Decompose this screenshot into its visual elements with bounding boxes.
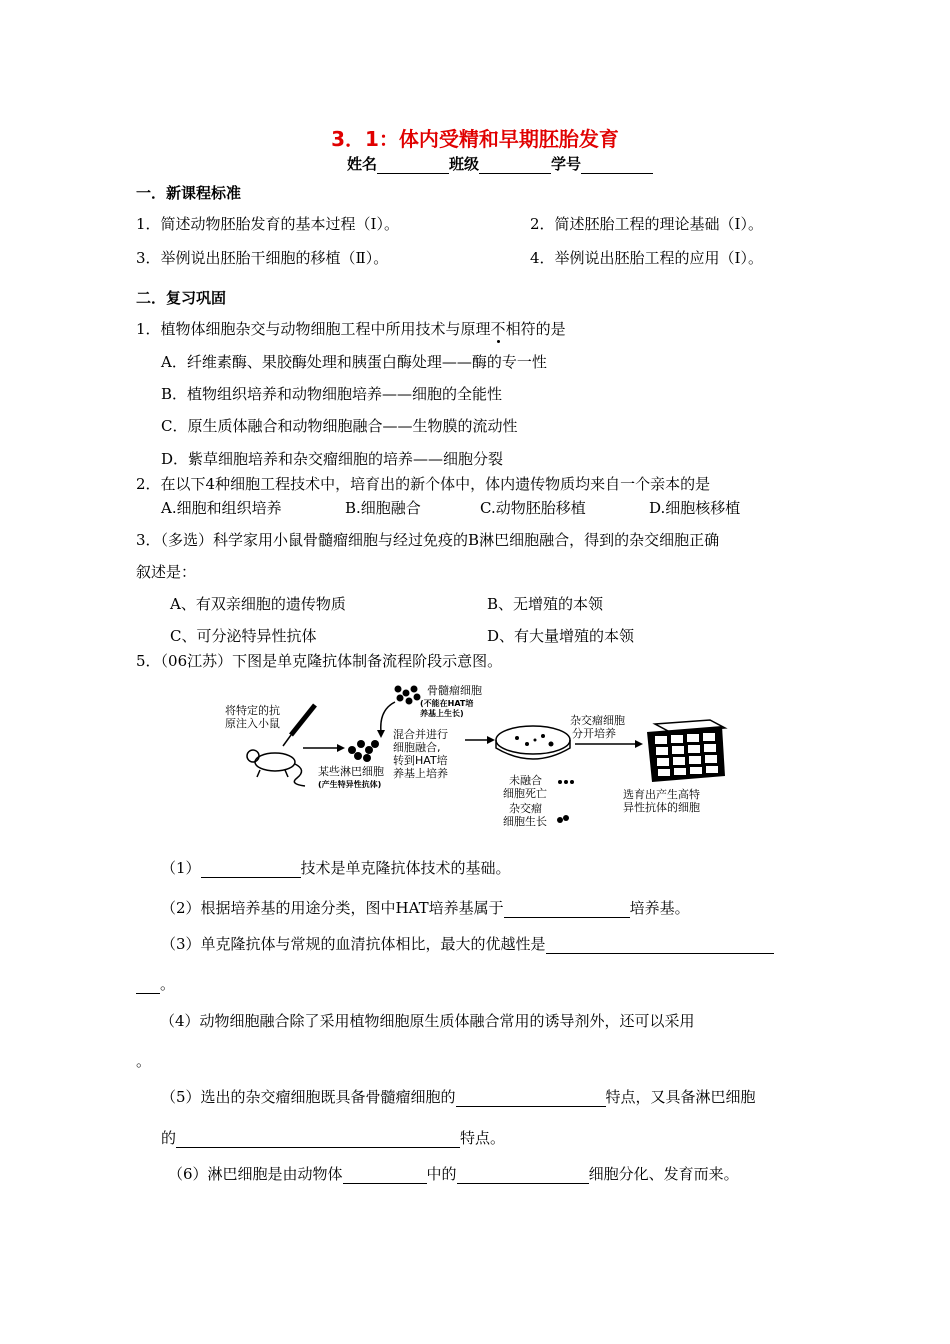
part-text: 培养基。 — [629, 899, 690, 917]
monoclonal-antibody-diagram — [215, 680, 730, 830]
fuse-label-2: 细胞融合, — [393, 741, 441, 754]
q5-part-6 — [168, 1164, 739, 1184]
syringe-icon — [283, 705, 315, 746]
emphasis-char: 不 — [490, 320, 506, 338]
unfused-label-2: 细胞死亡 — [503, 787, 547, 800]
class-blank[interactable] — [479, 157, 551, 174]
fuse-label-3: 转到HAT培 — [393, 754, 448, 767]
q3-option-d[interactable]: D、有大量增殖的本领 — [487, 627, 635, 645]
q5-part-2 — [161, 898, 690, 918]
question-3-stem: 3．（多选）科学家用小鼠骨髓瘤细胞与经过免疫的B淋巴细胞融合，得到的杂交细胞正确 — [136, 531, 720, 549]
answer-blank[interactable] — [201, 861, 301, 878]
answer-blank[interactable] — [343, 1167, 427, 1184]
arrow-head — [377, 730, 385, 738]
part-text: 技术是单克隆抗体技术的基础。 — [300, 859, 511, 877]
hybrid-label-2: 细胞生长 — [503, 815, 547, 828]
separate-label-2: 分开培养 — [572, 727, 616, 740]
student-info-header — [347, 153, 653, 174]
answer-blank[interactable] — [176, 1131, 460, 1148]
fuse-label-4: 养基上培养 — [393, 767, 448, 780]
lymph-label: 某些淋巴细胞 — [318, 765, 384, 778]
q2-option-d[interactable]: D.细胞核移植 — [649, 499, 741, 517]
question-2-stem: 2．在以下4种细胞工程技术中，培育出的新个体中，体内遗传物质均来自一个亲本的是 — [136, 475, 711, 493]
q5-part-5-cont — [161, 1128, 505, 1148]
part-text: 。 — [160, 975, 176, 993]
inject-label-1: 将特定的抗 — [225, 704, 280, 717]
separate-label-1: 杂交瘤细胞 — [570, 714, 625, 727]
hybrid-cells-icon — [557, 815, 569, 823]
q5-part-4: （4）动物细胞融合除了采用植物细胞原生质体融合常用的诱导剂外，还可以采用 — [160, 1012, 695, 1030]
q5-part-3 — [161, 934, 774, 954]
fuse-label-1: 混合并进行 — [393, 728, 448, 741]
q1-option-a[interactable]: A．纤维素酶、果胶酶处理和胰蛋白酶处理——酶的专一性 — [161, 353, 547, 371]
myeloma-label: 骨髓瘤细胞 — [427, 684, 482, 697]
q5-part-1 — [161, 858, 511, 878]
part-text: （5）选出的杂交瘤细胞既具备骨髓瘤细胞的 — [161, 1088, 456, 1106]
id-blank[interactable] — [581, 157, 653, 174]
section-heading-standards: 一．新课程标准 — [136, 184, 242, 202]
stem-part: 相符的是 — [505, 320, 566, 338]
part-text: （3）单克隆抗体与常规的血清抗体相比，最大的优越性是 — [161, 935, 546, 953]
part-text: 中的 — [426, 1165, 457, 1183]
part-text: （6）淋巴细胞是由动物体 — [168, 1165, 343, 1183]
inject-label-2: 原注入小鼠 — [225, 717, 280, 730]
arrow-head — [337, 744, 345, 752]
q5-part-3-cont — [136, 974, 175, 994]
q2-option-c[interactable]: C.动物胚胎移植 — [480, 499, 586, 517]
standard-item: 4．举例说出胚胎工程的应用（Ⅰ）。 — [530, 249, 763, 267]
q5-part-5 — [161, 1087, 756, 1107]
section-heading-review: 二．复习巩固 — [136, 289, 227, 307]
standard-item: 1．简述动物胚胎发育的基本过程（Ⅰ）。 — [136, 215, 399, 233]
q5-part-4-end: 。 — [136, 1052, 152, 1070]
myeloma-note-2: 养基上生长) — [420, 709, 464, 718]
q3-option-b[interactable]: B、无增殖的本领 — [487, 595, 604, 613]
page-title: 3．1：体内受精和早期胚胎发育 — [331, 127, 619, 151]
stem-part: 1．植物体细胞杂交与动物细胞工程中所用技术与原理 — [136, 320, 491, 338]
myeloma-cells-icon — [395, 686, 421, 705]
select-label-1: 选育出产生高特 — [623, 788, 700, 801]
answer-blank[interactable] — [457, 1167, 589, 1184]
part-text: 特点，又具备淋巴细胞 — [605, 1088, 756, 1106]
answer-blank[interactable] — [456, 1090, 606, 1107]
name-blank[interactable] — [377, 157, 449, 174]
part-text: 细胞分化、发育而来。 — [588, 1165, 739, 1183]
part-text: 特点。 — [460, 1129, 506, 1147]
q2-option-b[interactable]: B.细胞融合 — [345, 499, 421, 517]
culture-plate-icon — [647, 720, 725, 782]
standard-item: 3．举例说出胚胎干细胞的移植（Ⅱ）。 — [136, 249, 389, 267]
q1-option-d[interactable]: D．紫草细胞培养和杂交瘤细胞的培养——细胞分裂 — [161, 450, 504, 468]
q1-option-b[interactable]: B．植物组织培养和动物细胞培养——细胞的全能性 — [161, 385, 503, 403]
q3-option-a[interactable]: A、有双亲细胞的遗传物质 — [170, 595, 346, 613]
answer-blank[interactable] — [136, 977, 160, 994]
part-label: （1） — [161, 859, 201, 877]
myeloma-note-1: (不能在HAT培 — [420, 699, 474, 708]
question-1-stem — [136, 319, 566, 339]
name-label: 姓名 — [347, 155, 378, 173]
question-3-stem-cont: 叙述是： — [136, 563, 197, 581]
standard-item: 2．简述胚胎工程的理论基础（Ⅰ）。 — [530, 215, 763, 233]
id-label: 学号 — [551, 155, 582, 173]
answer-blank[interactable] — [504, 901, 630, 918]
unfused-label-1: 未融合 — [509, 774, 542, 787]
q1-option-c[interactable]: C．原生质体融合和动物细胞融合——生物膜的流动性 — [161, 417, 518, 435]
arrow-head — [487, 736, 495, 744]
question-5-stem: 5．（06江苏）下图是单克隆抗体制备流程阶段示意图。 — [136, 652, 503, 670]
arrow-head — [635, 740, 643, 748]
dead-cells-icon — [558, 780, 574, 784]
select-label-2: 异性抗体的细胞 — [623, 801, 700, 814]
answer-blank[interactable] — [546, 937, 774, 954]
q3-option-c[interactable]: C、可分泌特异性抗体 — [170, 627, 317, 645]
lymph-note: (产生特异性抗体) — [318, 780, 382, 789]
lymph-cells-icon — [348, 740, 379, 762]
part-text: 的 — [161, 1129, 177, 1147]
q2-option-a[interactable]: A.细胞和组织培养 — [161, 499, 282, 517]
mouse-icon — [247, 750, 305, 786]
part-text: （2）根据培养基的用途分类，图中HAT培养基属于 — [161, 899, 504, 917]
class-label: 班级 — [449, 155, 480, 173]
petri-dish-icon — [496, 726, 570, 759]
hybrid-label-1: 杂交瘤 — [509, 802, 542, 815]
